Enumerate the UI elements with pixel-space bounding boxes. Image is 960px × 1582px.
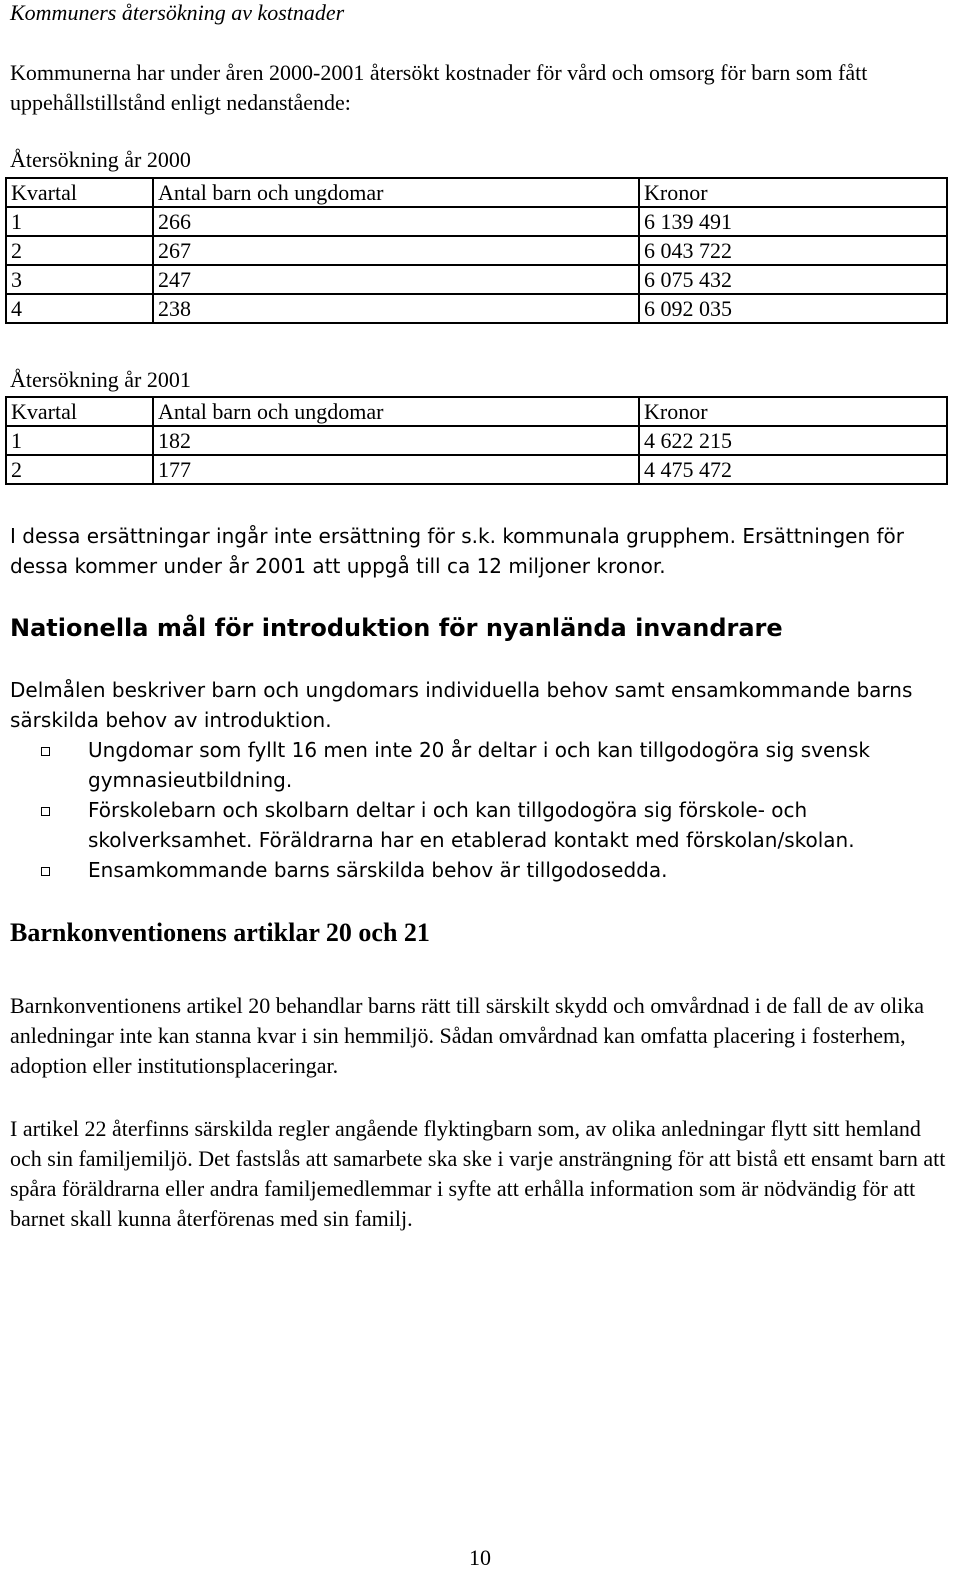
table-cell: 1 <box>6 426 153 455</box>
table-row <box>6 236 947 265</box>
header-cell: Kronor <box>639 397 947 426</box>
list-item-text: Ungdomar som fyllt 16 men inte 20 år deltar i och kan tillgodogöra sig svensk gymnasieutbildning. <box>88 738 870 792</box>
table-cell: 247 <box>153 265 639 294</box>
table-header-row <box>6 397 947 426</box>
table-cell: 266 <box>153 207 639 236</box>
table-cell: 6 075 432 <box>639 265 947 294</box>
list-item <box>10 735 950 795</box>
table-cell: 2 <box>6 236 153 265</box>
article-22-paragraph: I artikel 22 återfinns särskilda regler angående flyktingbarn som, av olika anledningar flytt sitt hemland och sin familjemiljö. Det fastslås att samarbete ska ske i varje ansträngning för att bistå ett ensamt barn att spåra föräldrarna eller andra familjemedlemmar i syfte att erhålla information som är nödvändig för att barnet skall kunna återförenas med sin familj. <box>10 1116 946 1231</box>
delmal-paragraph: Delmålen beskriver barn och ungdomars individuella behov samt ensamkommande barns särskilda behov av introduktion. <box>10 678 913 732</box>
table-2000-caption: Återsökning år 2000 <box>10 147 191 172</box>
table-row <box>6 455 947 484</box>
table-2000 <box>5 177 948 324</box>
list-item-text: Ensamkommande barns särskilda behov är tillgodosedda. <box>88 858 668 882</box>
table-cell: 6 043 722 <box>639 236 947 265</box>
table-row <box>6 294 947 323</box>
heading-nationella-mal: Nationella mål för introduktion för nyanlända invandrare <box>10 614 783 642</box>
checkbox-icon <box>41 867 50 876</box>
table-2001 <box>5 396 948 485</box>
table-header-row <box>6 178 947 207</box>
intro-paragraph: Kommunerna har under åren 2000-2001 återsökt kostnader för vård och omsorg för barn som fått uppehållstillstånd enligt nedanstående: <box>10 60 868 115</box>
table-cell: 182 <box>153 426 639 455</box>
header-cell: Antal barn och ungdomar <box>153 178 639 207</box>
heading-barnkonventionen: Barnkonventionens artiklar 20 och 21 <box>10 918 430 947</box>
table-cell: 6 139 491 <box>639 207 947 236</box>
header-cell: Kvartal <box>6 178 153 207</box>
list-item <box>10 855 950 885</box>
table-cell: 4 475 472 <box>639 455 947 484</box>
table-cell: 4 622 215 <box>639 426 947 455</box>
table-cell: 1 <box>6 207 153 236</box>
header-cell: Kvartal <box>6 397 153 426</box>
article-20-paragraph: Barnkonventionens artikel 20 behandlar barns rätt till särskilt skydd och omvårdnad i de fall de av olika anledningar inte kan stanna kvar i sin hemmiljö. Sådan omvårdnad kan omfatta placering i fosterhem, adoption eller institutionsplaceringar. <box>10 993 924 1078</box>
table-cell: 238 <box>153 294 639 323</box>
table-cell: 4 <box>6 294 153 323</box>
table-cell: 177 <box>153 455 639 484</box>
table-cell: 2 <box>6 455 153 484</box>
table-row <box>6 426 947 455</box>
header-cell: Kronor <box>639 178 947 207</box>
table-row <box>6 207 947 236</box>
table-cell: 6 092 035 <box>639 294 947 323</box>
page-number: 10 <box>469 1545 491 1570</box>
table-cell: 267 <box>153 236 639 265</box>
header-cell: Antal barn och ungdomar <box>153 397 639 426</box>
goals-list <box>10 735 950 885</box>
list-item-text: Förskolebarn och skolbarn deltar i och kan tillgodogöra sig förskole- och skolverksamhet. Föräldrarna har en etablerad kontakt med förskolan/skolan. <box>88 798 855 852</box>
checkbox-icon <box>41 807 50 816</box>
table-row <box>6 265 947 294</box>
checkbox-icon <box>41 747 50 756</box>
table-2001-caption: Återsökning år 2001 <box>10 367 191 392</box>
table-cell: 3 <box>6 265 153 294</box>
compensation-note: I dessa ersättningar ingår inte ersättning för s.k. kommunala grupphem. Ersättningen för dessa kommer under år 2001 att uppgå till ca 12 miljoner kronor. <box>10 524 904 578</box>
section-title: Kommuners återsökning av kostnader <box>10 0 345 25</box>
list-item <box>10 795 950 855</box>
